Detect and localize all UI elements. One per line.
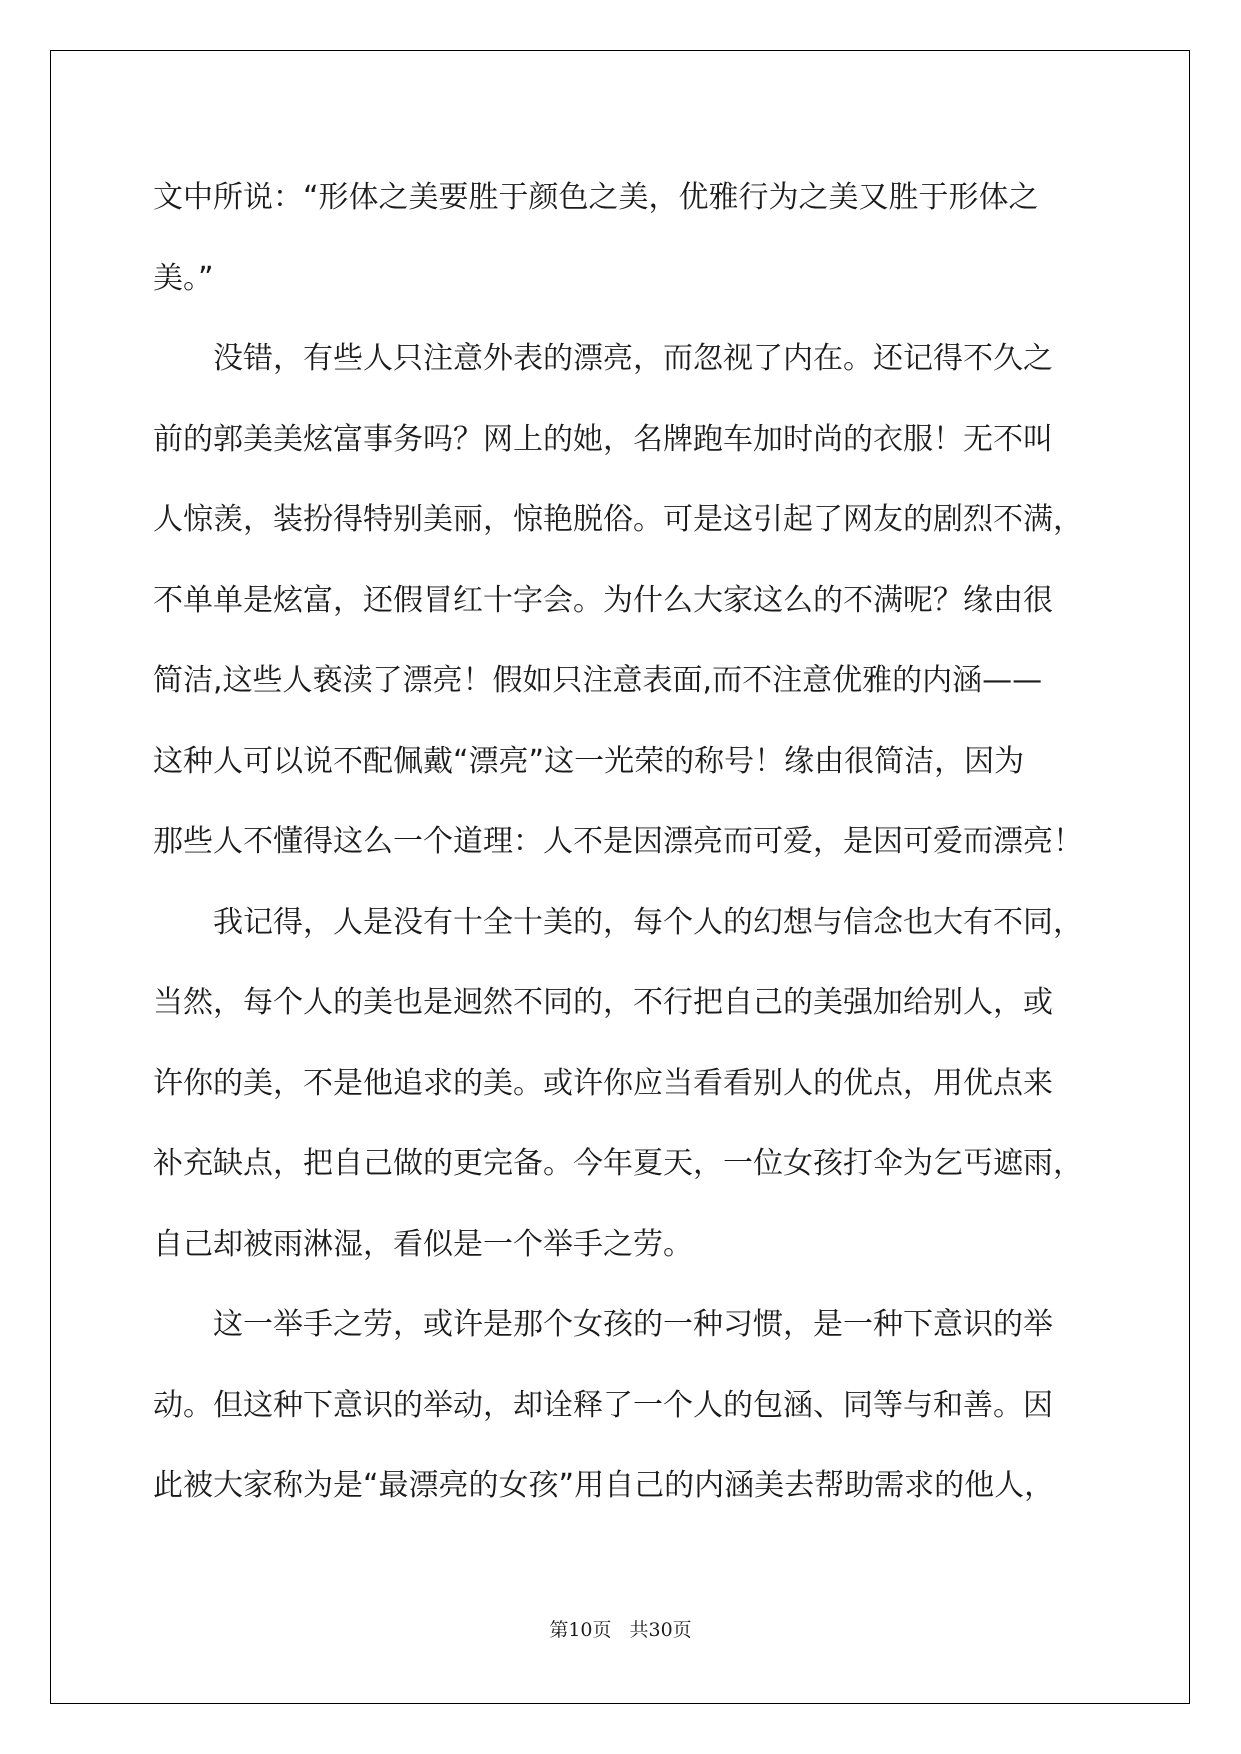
paragraph-start-line: 没错，有些人只注意外表的漂亮，而忽视了内在。还记得不久之	[213, 341, 1053, 376]
document-body	[153, 158, 1091, 1527]
text-line: 人惊羡，装扮得特别美丽，惊艳脱俗。可是这引起了网友的剧烈不满，	[153, 502, 1083, 537]
text-line: 简洁,这些人亵渎了漂亮！假如只注意表面,而不注意优雅的内涵——	[153, 663, 1043, 698]
paragraph-start-line: 这一举手之劳，或许是那个女孩的一种习惯，是一种下意识的举	[213, 1307, 1053, 1342]
text-line: 此被大家称为是“最漂亮的女孩”用自己的内涵美去帮助需求的他人，	[153, 1468, 1055, 1503]
text-line: 不单单是炫富，还假冒红十字会。为什么大家这么的不满呢？缘由很	[153, 582, 1053, 618]
page-footer	[0, 1615, 1241, 1642]
text-line: 动。但这种下意识的举动，却诠释了一个人的包涵、同等与和善。因	[153, 1387, 1053, 1423]
text-line: 当然，每个人的美也是迥然不同的，不行把自己的美强加给别人，或	[153, 985, 1053, 1020]
text-line: 那些人不懂得这么一个道理：人不是因漂亮而可爱，是因可爱而漂亮！	[153, 824, 1083, 859]
text-line: 前的郭美美炫富事务吗？网上的她，名牌跑车加时尚的衣服！无不叫	[153, 421, 1053, 457]
text-line: 许你的美，不是他追求的美。或许你应当看看别人的优点，用优点来	[153, 1065, 1053, 1101]
paragraph-start-line: 我记得，人是没有十全十美的，每个人的幻想与信念也大有不同，	[213, 904, 1083, 940]
text-line: 自己却被雨淋湿，看似是一个举手之劳。	[153, 1226, 693, 1262]
page-total: 共30页	[629, 1619, 692, 1641]
text-line: 文中所说：“形体之美要胜于颜色之美，优雅行为之美又胜于形体之	[153, 180, 1039, 215]
text-line: 补充缺点，把自己做的更完备。今年夏天，一位女孩打伞为乞丐遮雨，	[153, 1146, 1083, 1181]
text-line: 这种人可以说不配佩戴“漂亮”这一光荣的称号！缘由很简洁，因为	[153, 743, 1025, 779]
page-number: 第10页	[549, 1619, 612, 1641]
text-line: 美。”	[153, 260, 214, 296]
